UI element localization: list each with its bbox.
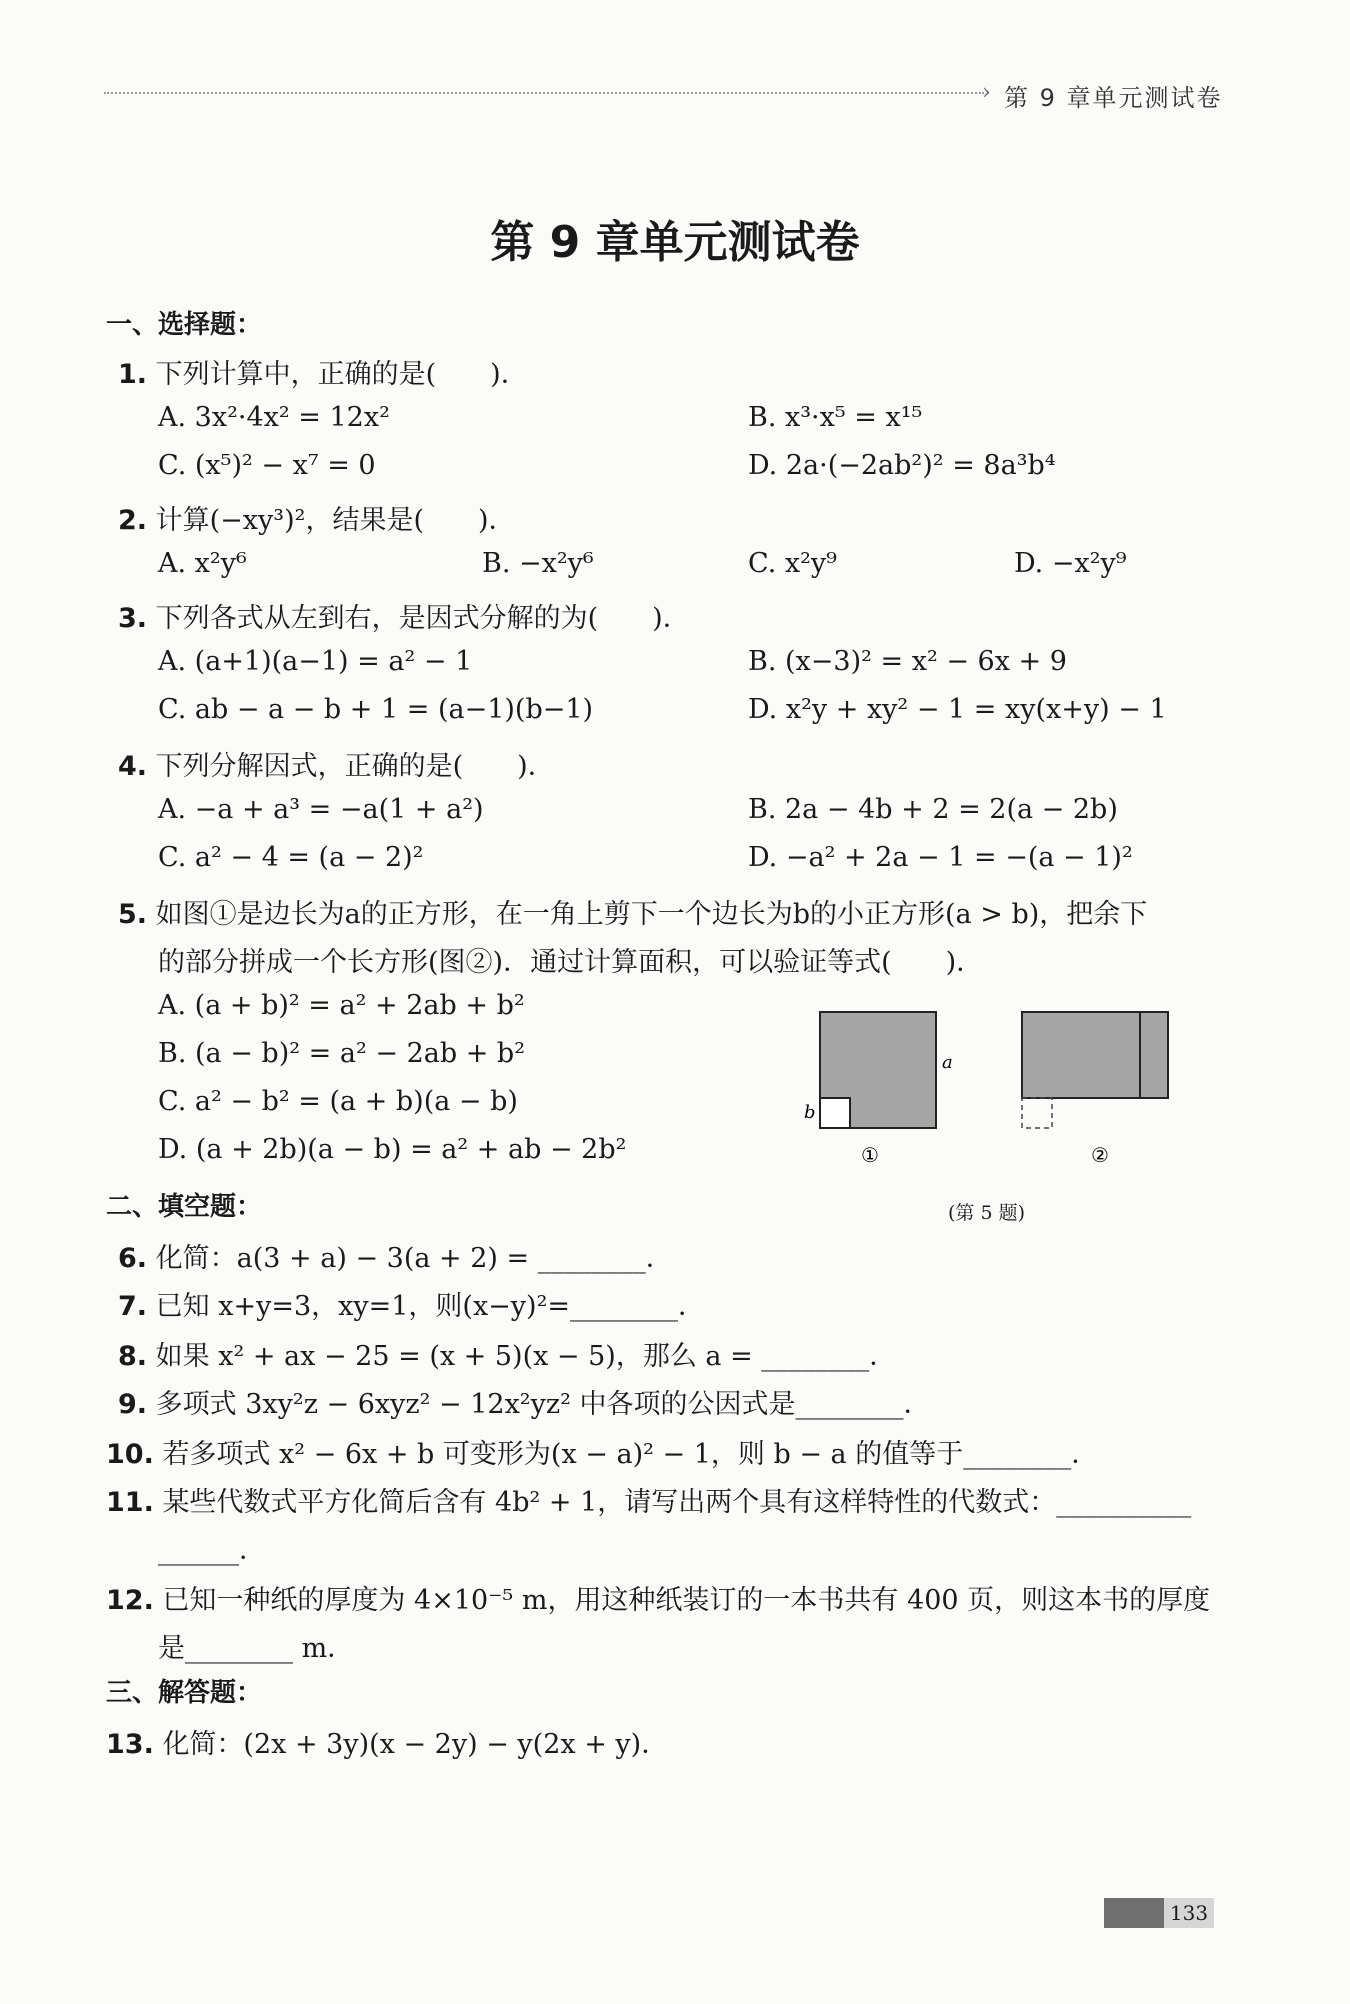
question-number: 9. [118, 1389, 148, 1420]
q5-option-b: B. (a − b)² = a² − 2ab + b² [158, 1038, 526, 1069]
question-5 [118, 892, 1147, 931]
figure-caption: (第 5 题) [948, 1202, 1025, 1224]
question-7 [118, 1284, 705, 1323]
question-number: 6. [118, 1243, 148, 1274]
question-9 [118, 1382, 931, 1421]
question-number: 13. [106, 1729, 154, 1760]
q3-option-a: A. (a+1)(a−1) = a² − 1 [158, 646, 473, 677]
page-title: 第 9 章单元测试卷 [490, 217, 860, 268]
q1-option-b: B. x³·x⁵ = x¹⁵ [748, 402, 923, 433]
q4-option-c: C. a² − 4 = (a − 2)² [158, 842, 424, 873]
question-3 [118, 596, 690, 635]
question-number: 12. [106, 1585, 154, 1616]
question-12-line-2: 是________ m． [158, 1633, 355, 1664]
q2-option-d: D. −x²y⁹ [1014, 548, 1127, 579]
question-number: 4. [118, 751, 148, 782]
q4-option-b: B. 2a − 4b + 2 = 2(a − 2b) [748, 794, 1118, 825]
q2-option-b: B. −x²y⁶ [482, 548, 594, 579]
q2-option-a: A. x²y⁶ [158, 548, 247, 579]
question-text-line-1: 如图①是边长为a的正方形，在一角上剪下一个边长为b的小正方形(a > b)，把余下 [155, 899, 1148, 930]
figure-1-square [804, 1012, 953, 1167]
question-number: 1. [118, 359, 148, 390]
q4-option-d: D. −a² + 2a − 1 = −(a − 1)² [748, 842, 1133, 873]
q3-option-b: B. (x−3)² = x² − 6x + 9 [748, 646, 1067, 677]
question-text-line-1: 某些代数式平方化简后含有 4b² + 1，请写出两个具有这样特性的代数式：__________ [162, 1487, 1192, 1518]
question-12 [106, 1578, 1210, 1617]
question-text: 若多项式 x² − 6x + b 可变形为(x − a)² − 1，则 b − a 的值等于________． [162, 1439, 1099, 1470]
question-text: 如果 x² + ax − 25 = (x + 5)(x − 5)，那么 a = ________． [155, 1341, 897, 1372]
question-text: 下列分解因式，正确的是( )． [155, 751, 555, 782]
section-heading-solve: 三、解答题： [106, 1678, 263, 1708]
q5-option-a: A. (a + b)² = a² + 2ab + b² [158, 990, 525, 1021]
question-text-line-1: 已知一种纸的厚度为 4×10⁻⁵ m，用这种纸装订的一本书共有 400 页，则这本书的厚度 [162, 1585, 1211, 1616]
question-text: 已知 x+y=3，xy=1，则(x−y)²=________． [155, 1291, 706, 1322]
page-number-bar [1104, 1898, 1164, 1928]
question-text: 下列各式从左到右，是因式分解的为( )． [155, 603, 690, 634]
question-number: 3. [118, 603, 148, 634]
side-label-a: a [942, 1052, 953, 1073]
q1-option-d: D. 2a·(−2ab²)² = 8a³b⁴ [748, 450, 1056, 481]
q1-option-a: A. 3x²·4x² = 12x² [158, 402, 390, 433]
question-10 [106, 1432, 1098, 1471]
q1-option-c: C. (x⁵)² − x⁷ = 0 [158, 450, 376, 481]
q4-option-a: A. −a + a³ = −a(1 + a²) [158, 794, 484, 825]
question-13 [106, 1722, 668, 1761]
question-11-line-2: ______． [158, 1535, 266, 1566]
side-label-b: b [804, 1102, 816, 1123]
figure-1-label: ① [861, 1143, 879, 1167]
question-number: 10. [106, 1439, 154, 1470]
question-number: 11. [106, 1487, 154, 1518]
question-text: 计算(−xy³)²，结果是( )． [155, 505, 516, 536]
question-number: 8. [118, 1341, 148, 1372]
section-heading-choice: 一、选择题： [106, 310, 263, 340]
header-dotted-rule [104, 92, 984, 94]
question-5-line-2: 的部分拼成一个长方形(图②)．通过计算面积，可以验证等式( )． [158, 947, 984, 978]
page-number: 133 [1164, 1898, 1214, 1928]
running-header: 第 9 章单元测试卷 [1004, 84, 1223, 112]
section-heading-fill: 二、填空题： [106, 1192, 263, 1222]
question-text: 化简：(2x + 3y)(x − 2y) − y(2x + y)． [162, 1729, 669, 1760]
question-number: 7. [118, 1291, 148, 1322]
question-text: 多项式 3xy²z − 6xyz² − 12x²yz² 中各项的公因式是________． [155, 1389, 931, 1420]
q3-option-c: C. ab − a − b + 1 = (a−1)(b−1) [158, 694, 594, 725]
question-8 [118, 1334, 896, 1373]
q5-option-c: C. a² − b² = (a + b)(a − b) [158, 1086, 518, 1117]
figure-2-rectangle [1022, 1012, 1168, 1167]
question-4 [118, 744, 555, 783]
header-arrow-icon: › [982, 80, 991, 105]
question-11 [106, 1480, 1191, 1519]
q2-option-c: C. x²y⁹ [748, 548, 837, 579]
q5-option-d: D. (a + 2b)(a − b) = a² + ab − 2b² [158, 1134, 627, 1165]
question-6 [118, 1236, 673, 1275]
figure-2-label: ② [1091, 1143, 1109, 1167]
q5-figure [800, 1000, 1200, 1230]
question-text: 下列计算中，正确的是( )． [155, 359, 528, 390]
question-number: 2. [118, 505, 148, 536]
question-2 [118, 498, 516, 537]
question-number: 5. [118, 899, 148, 930]
q3-option-d: D. x²y + xy² − 1 = xy(x+y) − 1 [748, 694, 1167, 725]
question-text: 化简：a(3 + a) − 3(a + 2) = ________． [155, 1243, 673, 1274]
question-1 [118, 352, 528, 391]
